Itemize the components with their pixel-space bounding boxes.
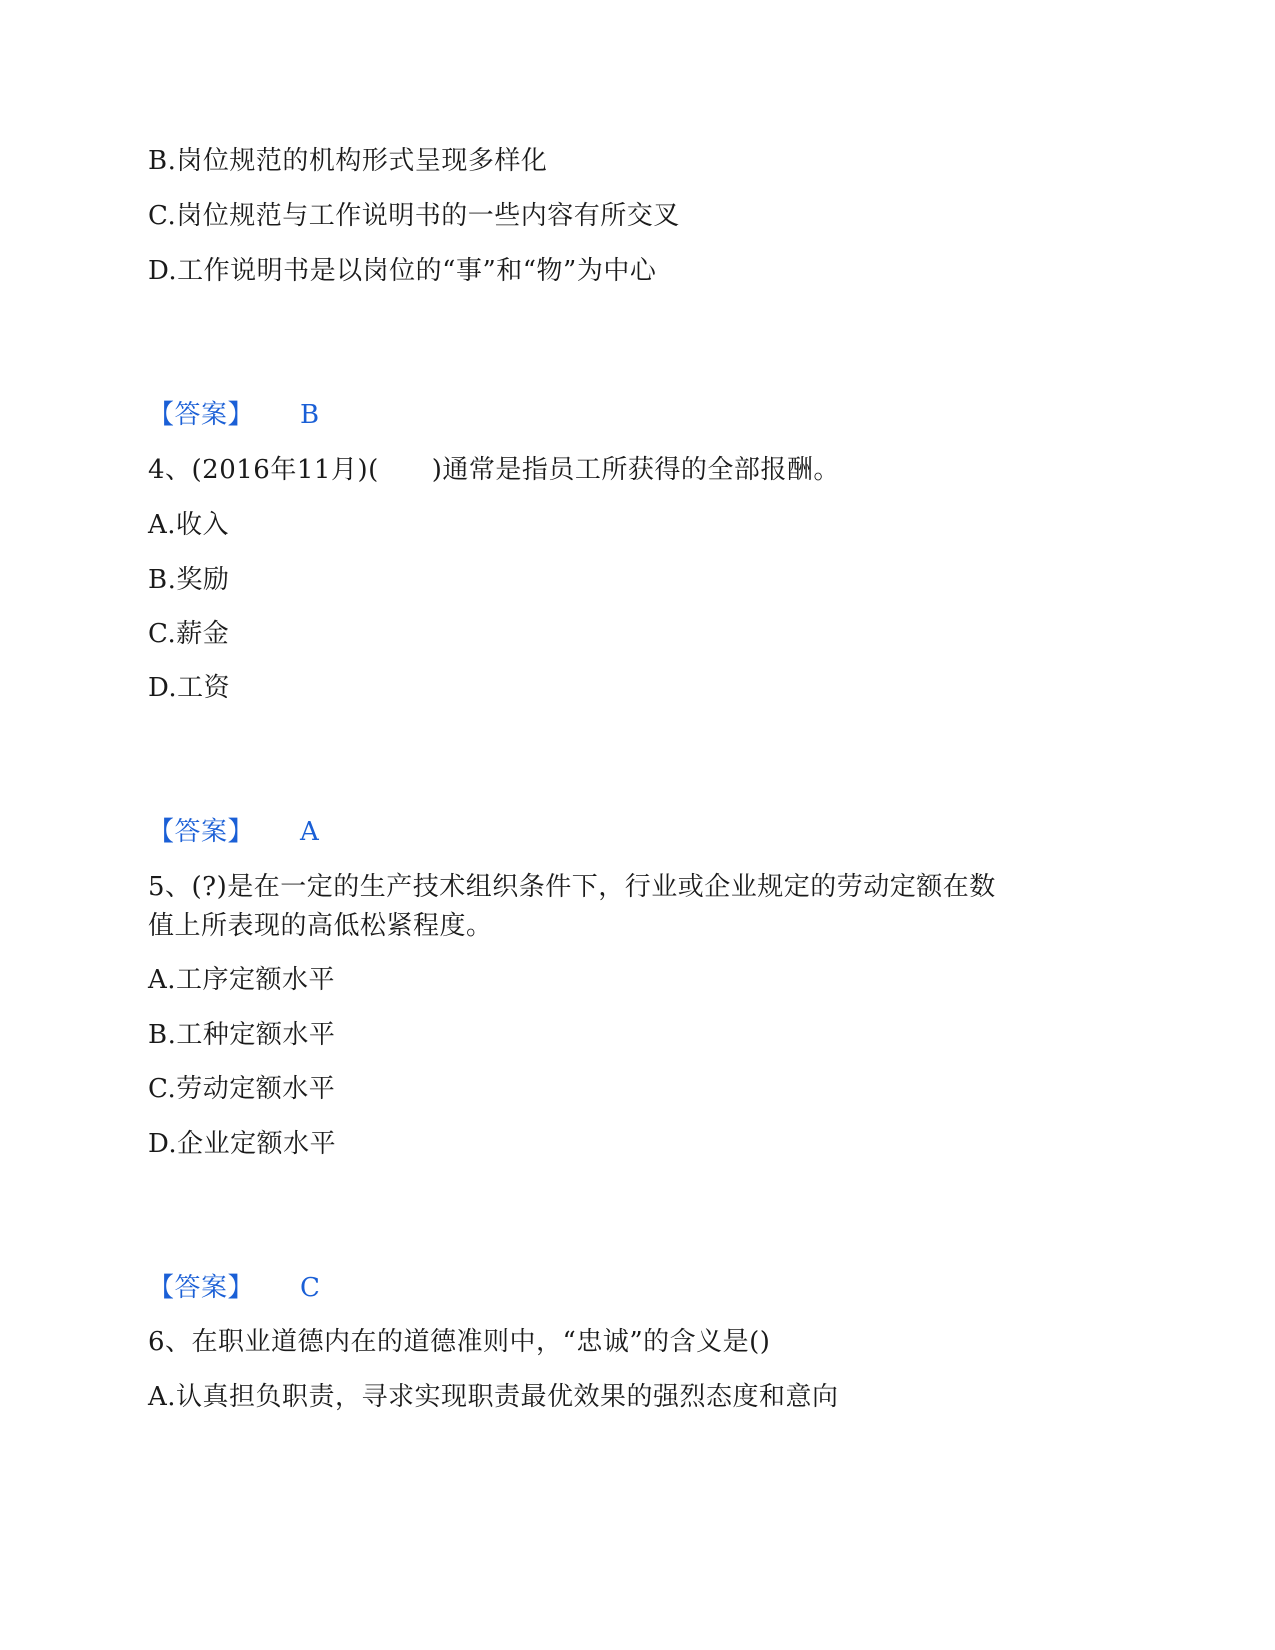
q5-option-a: A.工序定额水平	[148, 965, 336, 995]
answer-label: 【答案】	[148, 817, 255, 847]
q4-option-d: D.工资	[148, 673, 231, 703]
q5-option-d: D.企业定额水平	[148, 1129, 337, 1159]
answer-label: 【答案】	[148, 400, 255, 430]
q3-option-c: C.岗位规范与工作说明书的一些内容有所交叉	[148, 201, 680, 231]
answer-value: A	[300, 817, 320, 847]
q4-stem: 4、(2016年11月)( )通常是指员工所获得的全部报酬。	[148, 455, 840, 485]
answer-value: C	[300, 1273, 321, 1303]
q3-answer	[148, 395, 320, 435]
q5-option-b: B.工种定额水平	[148, 1020, 336, 1050]
q5-stem-line1: 5、(?)是在一定的生产技术组织条件下，行业或企业规定的劳动定额在数	[148, 872, 996, 902]
q6-option-a: A.认真担负职责，寻求实现职责最优效果的强烈态度和意向	[148, 1382, 839, 1412]
q4-answer	[148, 812, 319, 852]
q3-option-d: D.工作说明书是以岗位的“事”和“物”为中心	[148, 256, 657, 286]
answer-value: B	[300, 400, 320, 430]
q4-option-a: A.收入	[148, 510, 230, 540]
q6-stem: 6、在职业道德内在的道德准则中，“忠诚”的含义是()	[148, 1327, 771, 1357]
q4-option-b: B.奖励	[148, 565, 230, 595]
q5-answer	[148, 1268, 320, 1308]
q3-option-b: B.岗位规范的机构形式呈现多样化	[148, 146, 548, 176]
q4-option-c: C.薪金	[148, 619, 230, 649]
q5-option-c: C.劳动定额水平	[148, 1074, 336, 1104]
answer-label: 【答案】	[148, 1273, 255, 1303]
q5-stem-line2: 值上所表现的高低松紧程度。	[148, 911, 493, 941]
